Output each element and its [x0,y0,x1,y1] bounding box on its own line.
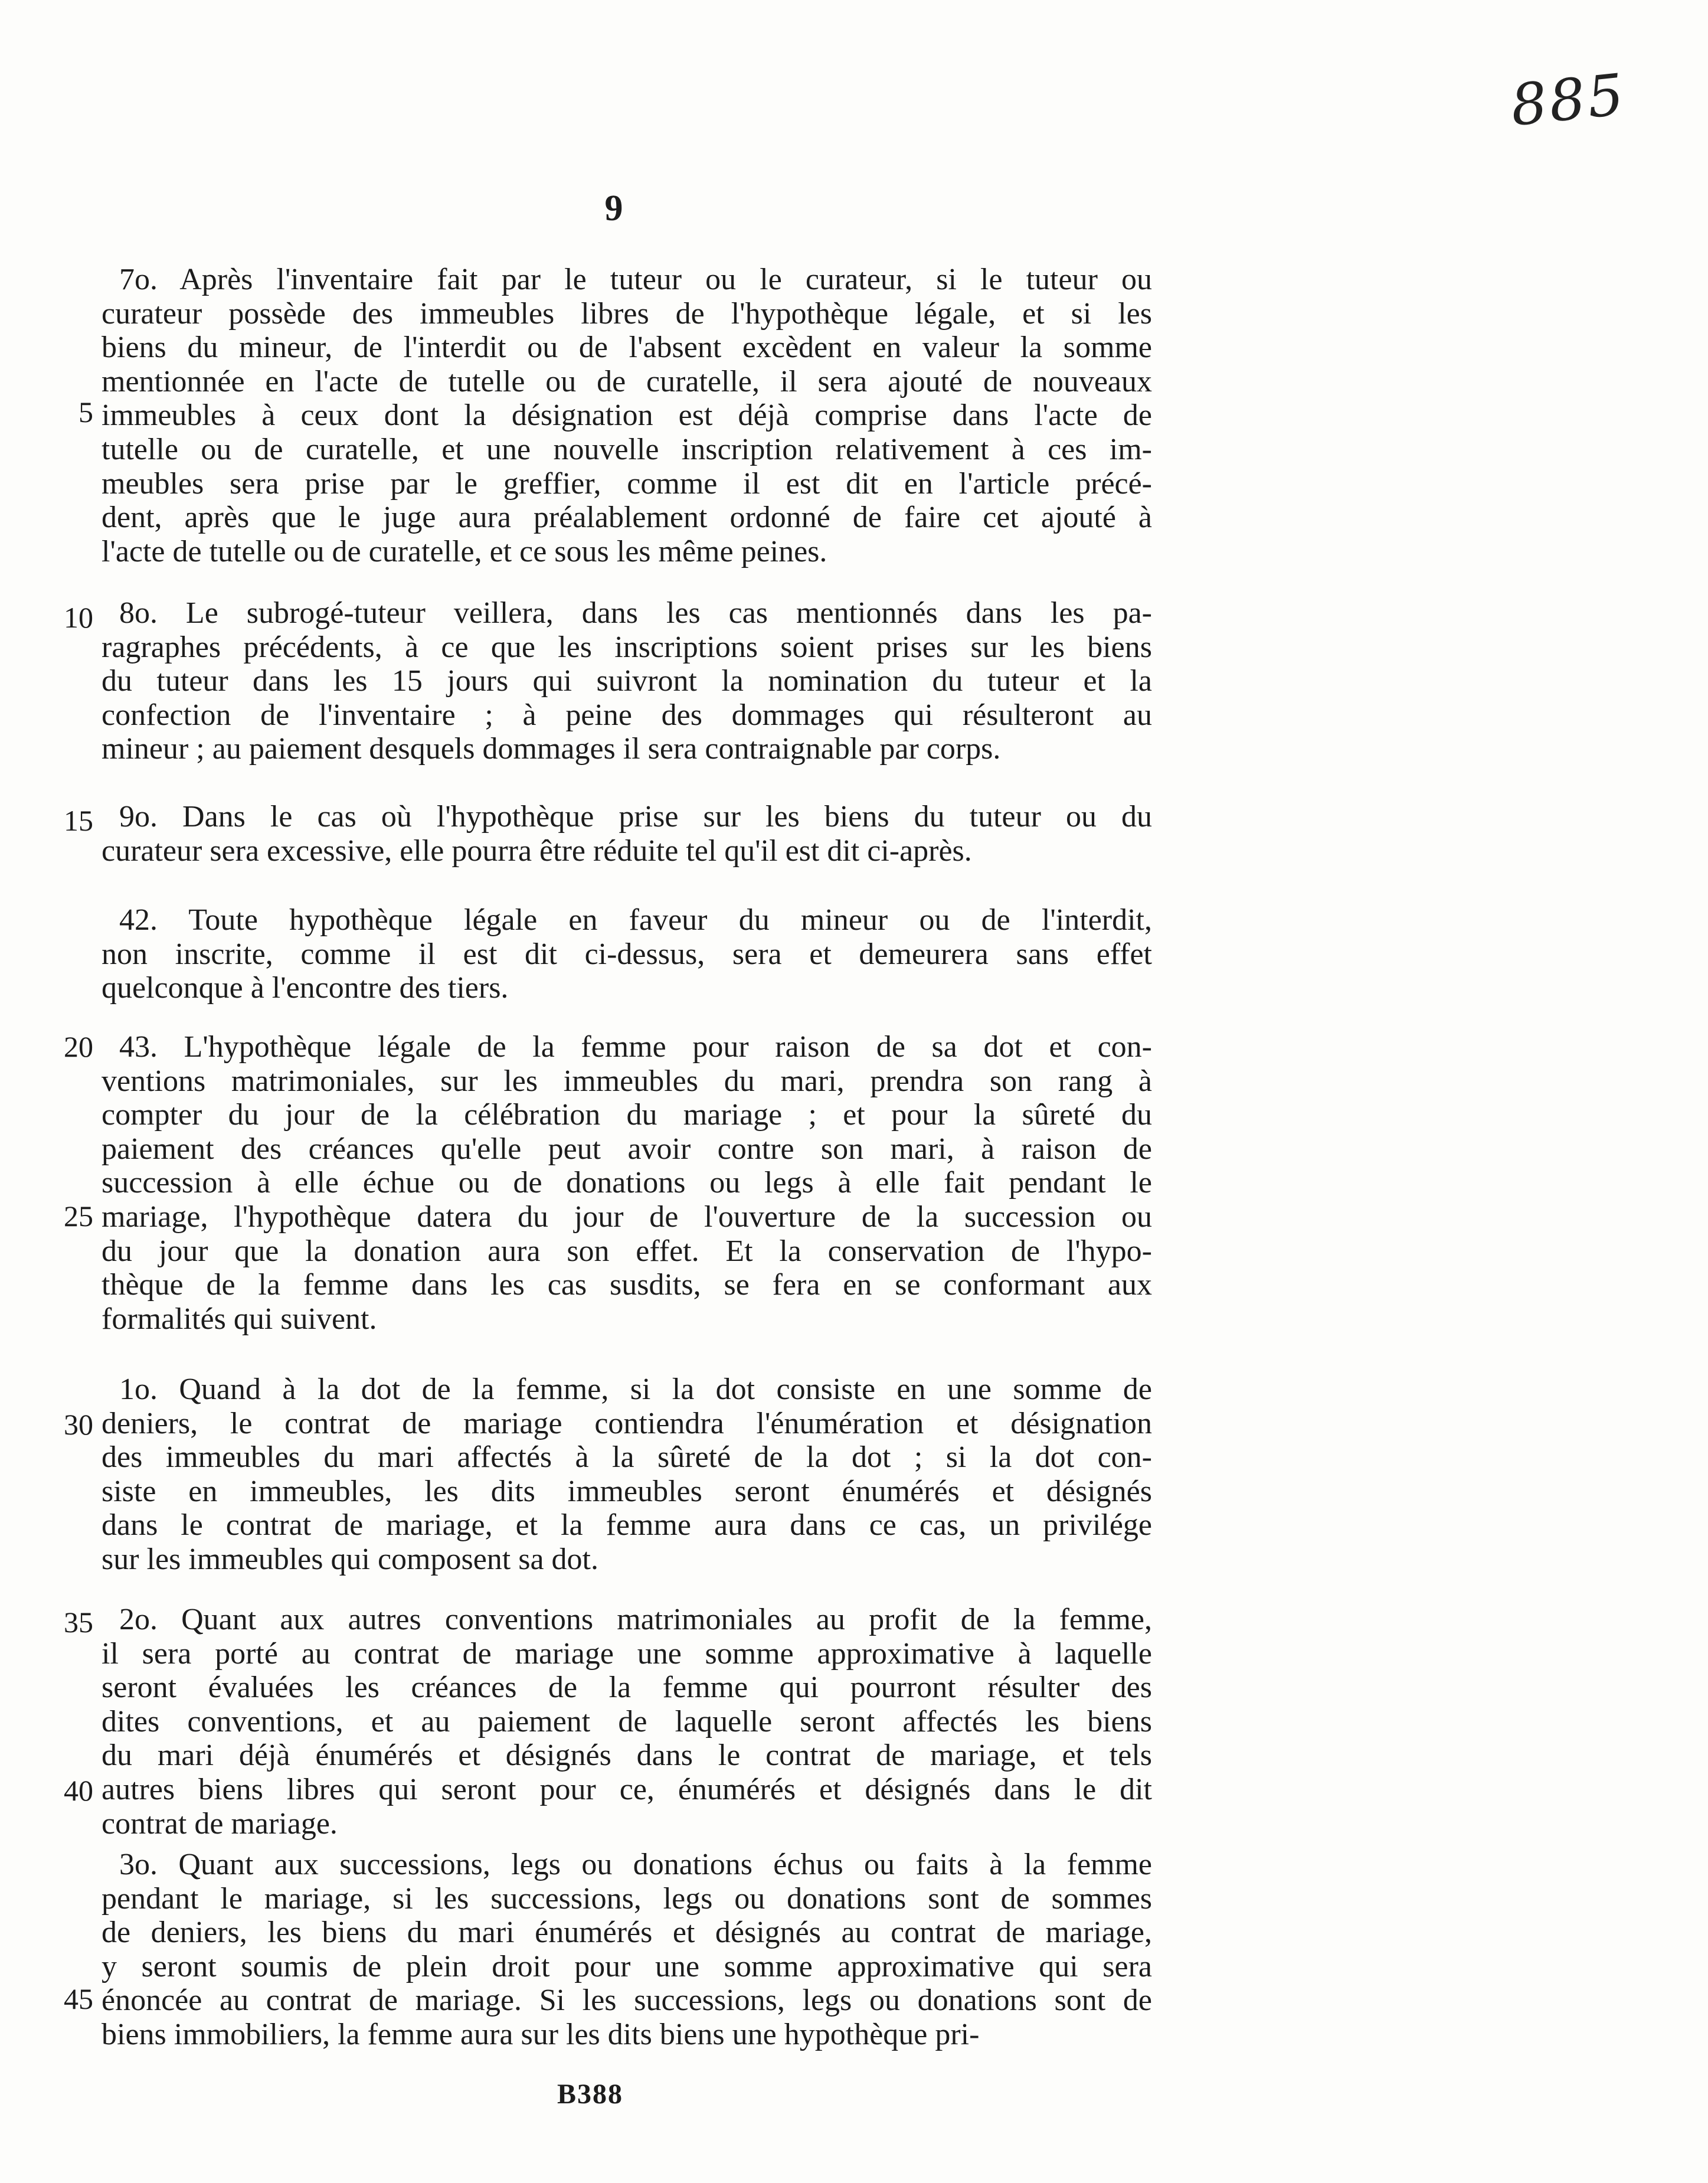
text-line: confection de l'inventaire ; à peine des dommages qui résulteront au [102,698,1152,732]
text-line: y seront soumis de plein droit pour une somme approximative qui sera [102,1949,1152,1983]
text-line: contrat de mariage. [102,1806,338,1841]
line-number: 5 [78,396,93,429]
text-line: 9o. Dans le cas où l'hypothèque prise sur les biens du tuteur ou du [119,800,1152,834]
text-line: succession à elle échue ou de donations ou legs à elle fait pendant le [102,1166,1152,1200]
text-line: du tuteur dans les 15 jours qui suivront la nomination du tuteur et la [102,664,1152,698]
text-line: dites conventions, et au paiement de laquelle seront affectés les biens [102,1704,1152,1738]
line-number: 30 [64,1408,93,1441]
line-number: 15 [64,804,93,837]
printer-signature-mark: B388 [557,2079,623,2110]
text-line: curateur sera excessive, elle pourra être réduite tel qu'il est dit ci-après. [102,834,972,868]
text-line: 43. L'hypothèque légale de la femme pour raison de sa dot et con- [119,1030,1152,1064]
line-number: 20 [64,1030,93,1063]
paragraph-2o [102,1603,1152,1841]
text-line: du jour que la donation aura son effet. Et la conservation de l'hypo- [102,1234,1152,1268]
page-number: 9 [604,188,623,228]
paragraph-3o [102,1848,1152,2052]
text-line: 42. Toute hypothèque légale en faveur du mineur ou de l'interdit, [119,903,1152,937]
text-line: formalités qui suivent. [102,1302,377,1336]
text-line: mariage, l'hypothèque datera du jour de l'ouverture de la succession ou [102,1200,1152,1234]
text-line: mentionnée en l'acte de tutelle ou de curatelle, il sera ajouté de nouveaux [102,364,1152,398]
text-line: 8o. Le subrogé-tuteur veillera, dans les cas mentionnés dans les pa- [119,596,1152,630]
text-line: autres biens libres qui seront pour ce, énumérés et désignés dans le dit [102,1772,1152,1806]
line-number: 45 [64,1982,93,2015]
line-number: 35 [64,1606,93,1639]
text-line: 3o. Quant aux successions, legs ou donations échus ou faits à la femme [119,1848,1152,1881]
text-line: sur les immeubles qui composent sa dot. [102,1542,599,1576]
paragraph-1o [102,1372,1152,1577]
text-line: biens du mineur, de l'interdit ou de l'absent excèdent en valeur la somme [102,331,1152,365]
text-line: curateur possède des immeubles libres de l'hypothèque légale, et si les [102,296,1152,331]
text-line: ventions matrimoniales, sur les immeubles du mari, prendra son rang à [102,1064,1152,1098]
text-line: seront évaluées les créances de la femme qui pourront résulter des [102,1671,1152,1705]
text-line: dans le contrat de mariage, et la femme aura dans ce cas, un privilége [102,1508,1152,1543]
line-number: 25 [64,1200,93,1233]
text-line: 2o. Quant aux autres conventions matrimoniales au profit de la femme, [119,1603,1152,1636]
paragraph-7o [102,263,1152,568]
text-line: non inscrite, comme il est dit ci-dessus, sera et demeurera sans effet [102,937,1152,971]
text-line: ragraphes précédents, à ce que les inscriptions soient prises sur les biens [102,630,1152,664]
text-line: deniers, le contrat de mariage contiendra l'énumération et désignation [102,1406,1152,1440]
paragraph-42 [102,903,1152,1005]
text-line: quelconque à l'encontre des tiers. [102,971,509,1005]
text-line: de deniers, les biens du mari énumérés et désignés au contrat de mariage, [102,1916,1152,1950]
text-line: biens immobiliers, la femme aura sur les dits biens une hypothèque pri- [102,2017,980,2051]
line-number: 10 [64,601,93,634]
text-line: meubles sera prise par le greffier, comme il est dit en l'article précé- [102,466,1152,501]
text-line: mineur ; au paiement desquels dommages il sera contraignable par corps. [102,732,1001,766]
paragraph-9o [102,800,1152,868]
handwritten-folio-number: 885 [1507,61,1630,139]
line-number: 40 [64,1774,93,1807]
text-line: siste en immeubles, les dits immeubles seront énumérés et désignés [102,1474,1152,1508]
text-line: tutelle ou de curatelle, et une nouvelle inscription relativement à ces im- [102,432,1152,466]
text-line: thèque de la femme dans les cas susdits, se fera en se conformant aux [102,1268,1152,1302]
text-line: dent, après que le juge aura préalablement ordonné de faire cet ajouté à [102,501,1152,535]
text-line: du mari déjà énumérés et désignés dans le contrat de mariage, et tels [102,1738,1152,1773]
text-line: 1o. Quand à la dot de la femme, si la dot consiste en une somme de [119,1372,1152,1406]
text-line: des immeubles du mari affectés à la sûreté de la dot ; si la dot con- [102,1440,1152,1475]
paragraph-43 [102,1030,1152,1336]
text-line: l'acte de tutelle ou de curatelle, et ce sous les même peines. [102,534,827,568]
text-line: compter du jour de la célébration du mariage ; et pour la sûreté du [102,1098,1152,1132]
text-line: 7o. Après l'inventaire fait par le tuteur ou le curateur, si le tuteur ou [119,263,1152,296]
text-line: paiement des créances qu'elle peut avoir contre son mari, à raison de [102,1132,1152,1166]
text-line: énoncée au contrat de mariage. Si les successions, legs ou donations sont de [102,1983,1152,2018]
text-line: il sera porté au contrat de mariage une somme approximative à laquelle [102,1636,1152,1671]
text-line: pendant le mariage, si les successions, legs ou donations sont de sommes [102,1881,1152,1916]
text-line: immeubles à ceux dont la désignation est déjà comprise dans l'acte de [102,398,1152,433]
paragraph-8o [102,596,1152,766]
